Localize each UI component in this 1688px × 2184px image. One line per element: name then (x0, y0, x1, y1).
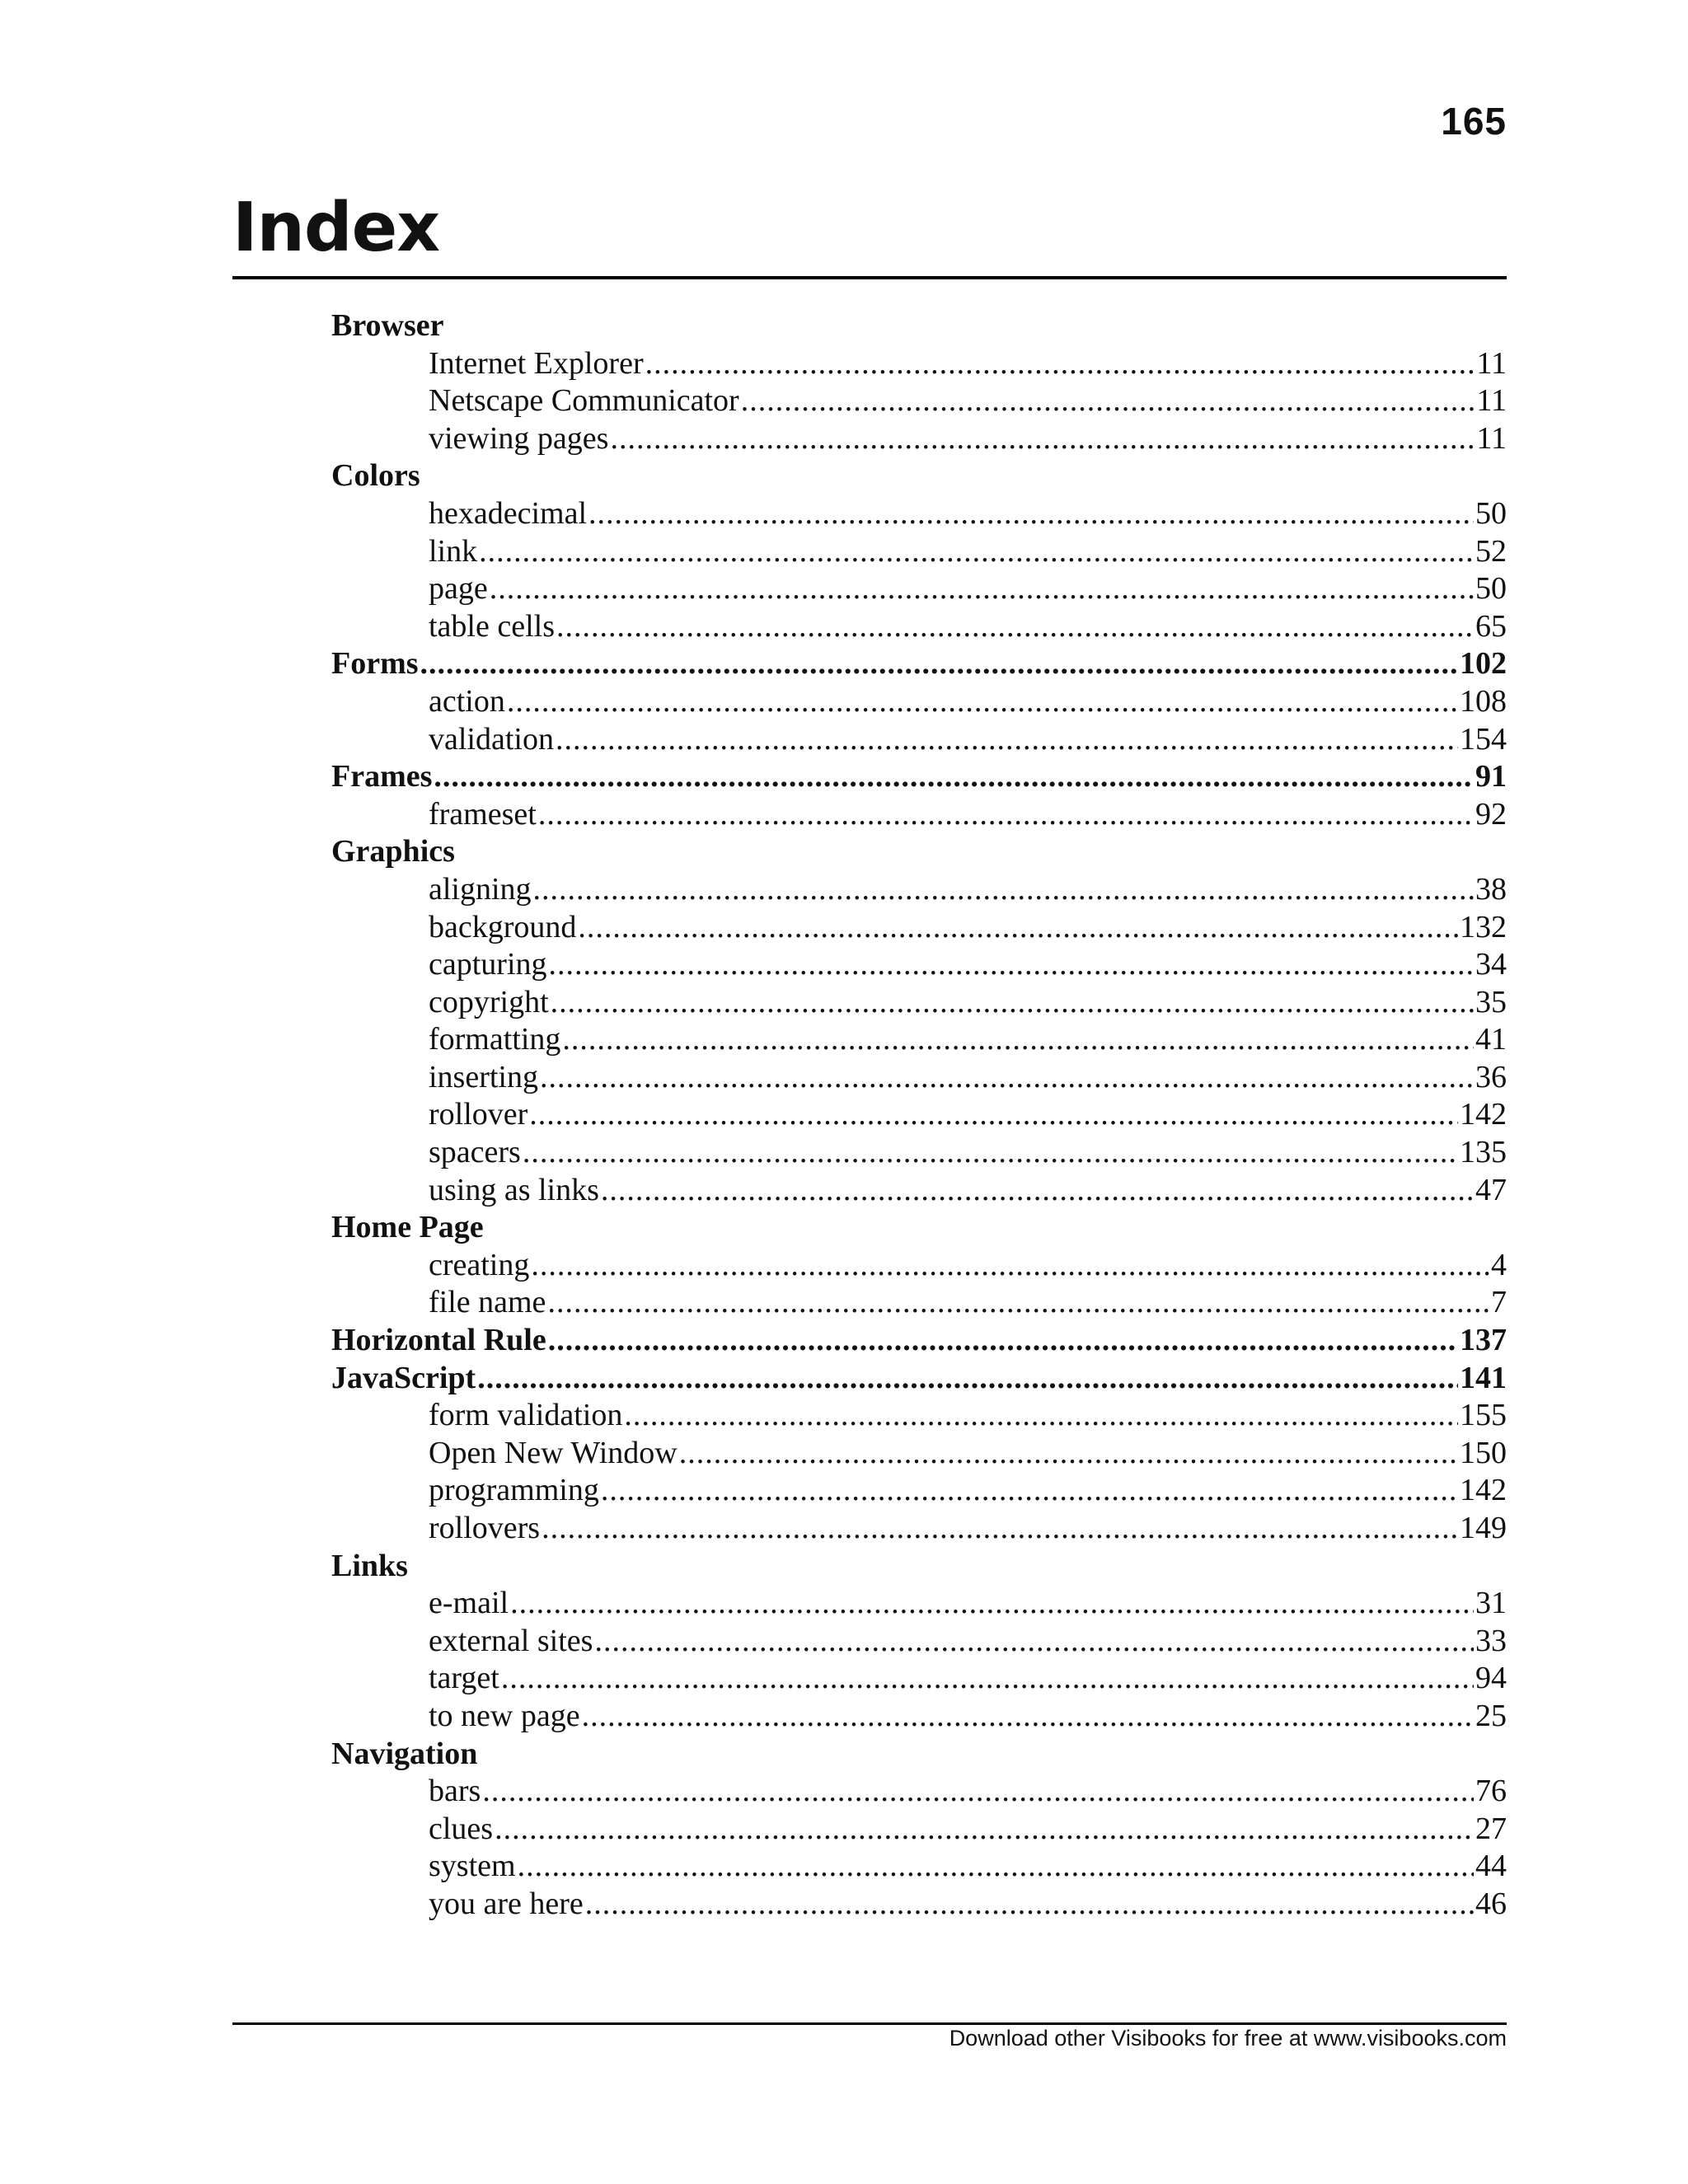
index-page-number: 76 (1475, 1774, 1507, 1809)
index-term: Navigation (331, 1736, 478, 1771)
index-term: Links (331, 1548, 408, 1583)
index-subentry (331, 1886, 1507, 1924)
footer-text: Download other Visibooks for free at www.visibooks.com (949, 2026, 1507, 2050)
index-heading (331, 645, 1507, 683)
index-page-number: 155 (1460, 1398, 1507, 1433)
index-page-number: 137 (1460, 1323, 1507, 1358)
page-title: Index (232, 189, 440, 267)
index-term: programming (429, 1473, 599, 1508)
dot-leader (585, 1886, 1474, 1924)
index-term: spacers (429, 1135, 521, 1170)
dot-leader (540, 1059, 1474, 1097)
dot-leader (490, 570, 1474, 608)
index-subentry (331, 382, 1507, 420)
index-page-number: 141 (1460, 1360, 1507, 1395)
dot-leader (562, 1021, 1474, 1059)
index-subentry (331, 608, 1507, 646)
index-page-number: 31 (1475, 1586, 1507, 1621)
index-term: table cells (429, 608, 555, 644)
index-subentry (331, 533, 1507, 571)
index-term: system (429, 1849, 516, 1884)
dot-leader (479, 533, 1474, 571)
index-page-number: 94 (1475, 1661, 1507, 1696)
index-term: rollovers (429, 1511, 541, 1545)
dot-leader (523, 1134, 1458, 1172)
index-subentry (331, 570, 1507, 608)
index-page-number: 35 (1475, 984, 1507, 1019)
index-term: action (429, 683, 505, 719)
index-term: creating (429, 1247, 530, 1282)
index-term: you are here (429, 1886, 584, 1921)
dot-leader (582, 1698, 1474, 1736)
dot-leader (477, 1360, 1458, 1398)
dot-leader (556, 721, 1458, 759)
dot-leader (594, 1623, 1474, 1661)
index-term: Frames (331, 759, 433, 794)
page-number: 165 (1441, 100, 1507, 143)
index-heading (331, 457, 1507, 495)
index-heading (331, 1548, 1507, 1586)
dot-leader (420, 645, 1458, 683)
dot-leader (578, 909, 1458, 947)
index-subentry (331, 1585, 1507, 1623)
index-subentry (331, 1848, 1507, 1886)
index-subentry (331, 1472, 1507, 1510)
index-heading (331, 1322, 1507, 1360)
index-term: Browser (331, 308, 444, 343)
dot-leader (679, 1435, 1458, 1473)
index-subentry (331, 1435, 1507, 1473)
index-page-number: 102 (1460, 646, 1507, 682)
index-term: frameset (429, 796, 537, 832)
index-subentry (331, 909, 1507, 947)
dot-leader (610, 420, 1475, 458)
dot-leader (556, 608, 1474, 646)
index-subentry (331, 721, 1507, 759)
index-page-number: 52 (1475, 533, 1507, 569)
index-subentry (331, 1698, 1507, 1736)
index-term: rollover (429, 1097, 528, 1132)
index-term: Horizontal Rule (331, 1323, 546, 1358)
index-page-number: 4 (1491, 1247, 1507, 1282)
dot-leader (549, 946, 1474, 984)
index-subentry (331, 1096, 1507, 1134)
footer-divider (232, 2022, 1507, 2025)
index-subentry (331, 1510, 1507, 1548)
index-term: Graphics (331, 834, 455, 869)
index-subentry (331, 420, 1507, 458)
index-term: Internet Explorer (429, 345, 644, 381)
dot-leader (495, 1811, 1474, 1849)
index-term: formatting (429, 1022, 561, 1057)
index-subentry (331, 984, 1507, 1022)
dot-leader (529, 1096, 1458, 1134)
index-page-number: 47 (1475, 1172, 1507, 1207)
index-page-number: 36 (1475, 1059, 1507, 1094)
index-subentry (331, 1811, 1507, 1849)
index-term: aligning (429, 871, 532, 907)
index-page-number: 149 (1460, 1511, 1507, 1545)
index-term: using as links (429, 1172, 599, 1207)
index-subentry (331, 1059, 1507, 1097)
index-term: viewing pages (429, 420, 609, 456)
index-subentry (331, 1247, 1507, 1285)
dot-leader (533, 871, 1474, 909)
index-term: Colors (331, 458, 420, 494)
index-page-number: 11 (1476, 420, 1507, 456)
dot-leader (538, 796, 1474, 834)
index-heading (331, 307, 1507, 345)
index-page-number: 41 (1475, 1022, 1507, 1057)
index-term: Netscape Communicator (429, 383, 739, 419)
index-subentry (331, 1134, 1507, 1172)
index-page-number: 44 (1475, 1849, 1507, 1884)
index-term: hexadecimal (429, 495, 588, 531)
index-term: link (429, 533, 478, 569)
dot-leader (645, 345, 1475, 383)
index-term: to new page (429, 1698, 580, 1733)
index-term: Open New Window (429, 1435, 678, 1470)
index-subentry (331, 1660, 1507, 1698)
index-term: background (429, 909, 577, 944)
index-page-number: 150 (1460, 1435, 1507, 1470)
index-page-number: 135 (1460, 1135, 1507, 1170)
index-term: file name (429, 1285, 546, 1320)
dot-leader (601, 1472, 1458, 1510)
index-page-number: 11 (1476, 345, 1507, 381)
dot-leader (434, 758, 1474, 796)
dot-leader (548, 1322, 1458, 1360)
index-page-number: 27 (1475, 1811, 1507, 1846)
index-subentry (331, 683, 1507, 721)
index-page-number: 50 (1475, 495, 1507, 531)
index-term: external sites (429, 1623, 593, 1658)
title-divider (232, 276, 1507, 279)
index-term: inserting (429, 1059, 538, 1094)
index-page-number: 33 (1475, 1623, 1507, 1658)
index-term: Forms (331, 646, 419, 682)
index-page-number: 142 (1460, 1097, 1507, 1132)
index-subentry (331, 871, 1507, 909)
index-term: capturing (429, 947, 547, 982)
index-page-number: 108 (1460, 683, 1507, 719)
index-heading (331, 1209, 1507, 1247)
dot-leader (542, 1510, 1458, 1548)
index-term: Home Page (331, 1210, 484, 1245)
index-subentry (331, 495, 1507, 533)
index-page-number: 92 (1475, 796, 1507, 832)
dot-leader (507, 683, 1458, 721)
index-page-number: 65 (1475, 608, 1507, 644)
index-term: JavaScript (331, 1360, 476, 1395)
index-term: clues (429, 1811, 494, 1846)
index-page-number: 38 (1475, 871, 1507, 907)
index-heading (331, 1360, 1507, 1398)
index-page-number: 132 (1460, 909, 1507, 944)
dot-leader (601, 1172, 1474, 1210)
dot-leader (510, 1585, 1474, 1623)
index-term: validation (429, 721, 554, 757)
index-term: e-mail (429, 1586, 509, 1621)
index-term: copyright (429, 984, 549, 1019)
dot-leader (518, 1848, 1474, 1886)
index-subentry (331, 1397, 1507, 1435)
dot-leader (501, 1660, 1474, 1698)
dot-leader (547, 1284, 1489, 1322)
index-subentry (331, 1172, 1507, 1210)
index-page-number: 34 (1475, 947, 1507, 982)
dot-leader (588, 495, 1474, 533)
index-page-number: 50 (1475, 571, 1507, 607)
index-heading (331, 833, 1507, 871)
dot-leader (531, 1247, 1489, 1285)
dot-leader (551, 984, 1474, 1022)
index-subentry (331, 1773, 1507, 1811)
index-page-number: 7 (1491, 1285, 1507, 1320)
index-subentry (331, 1021, 1507, 1059)
index-term: page (429, 571, 488, 607)
index-subentry (331, 1623, 1507, 1661)
index-page-number: 46 (1475, 1886, 1507, 1921)
index-page-number: 142 (1460, 1473, 1507, 1508)
index-page-number: 91 (1475, 759, 1507, 794)
index-list (331, 307, 1507, 1924)
index-heading (331, 758, 1507, 796)
dot-leader (482, 1773, 1474, 1811)
index-page-number: 11 (1476, 383, 1507, 419)
index-subentry (331, 1284, 1507, 1322)
index-subentry (331, 345, 1507, 383)
index-heading (331, 1736, 1507, 1774)
index-subentry (331, 946, 1507, 984)
index-subentry (331, 796, 1507, 834)
index-term: target (429, 1661, 499, 1696)
dot-leader (624, 1397, 1458, 1435)
index-term: bars (429, 1774, 481, 1809)
dot-leader (741, 382, 1475, 420)
index-page-number: 154 (1460, 721, 1507, 757)
index-page-number: 25 (1475, 1698, 1507, 1733)
index-term: form validation (429, 1398, 623, 1433)
